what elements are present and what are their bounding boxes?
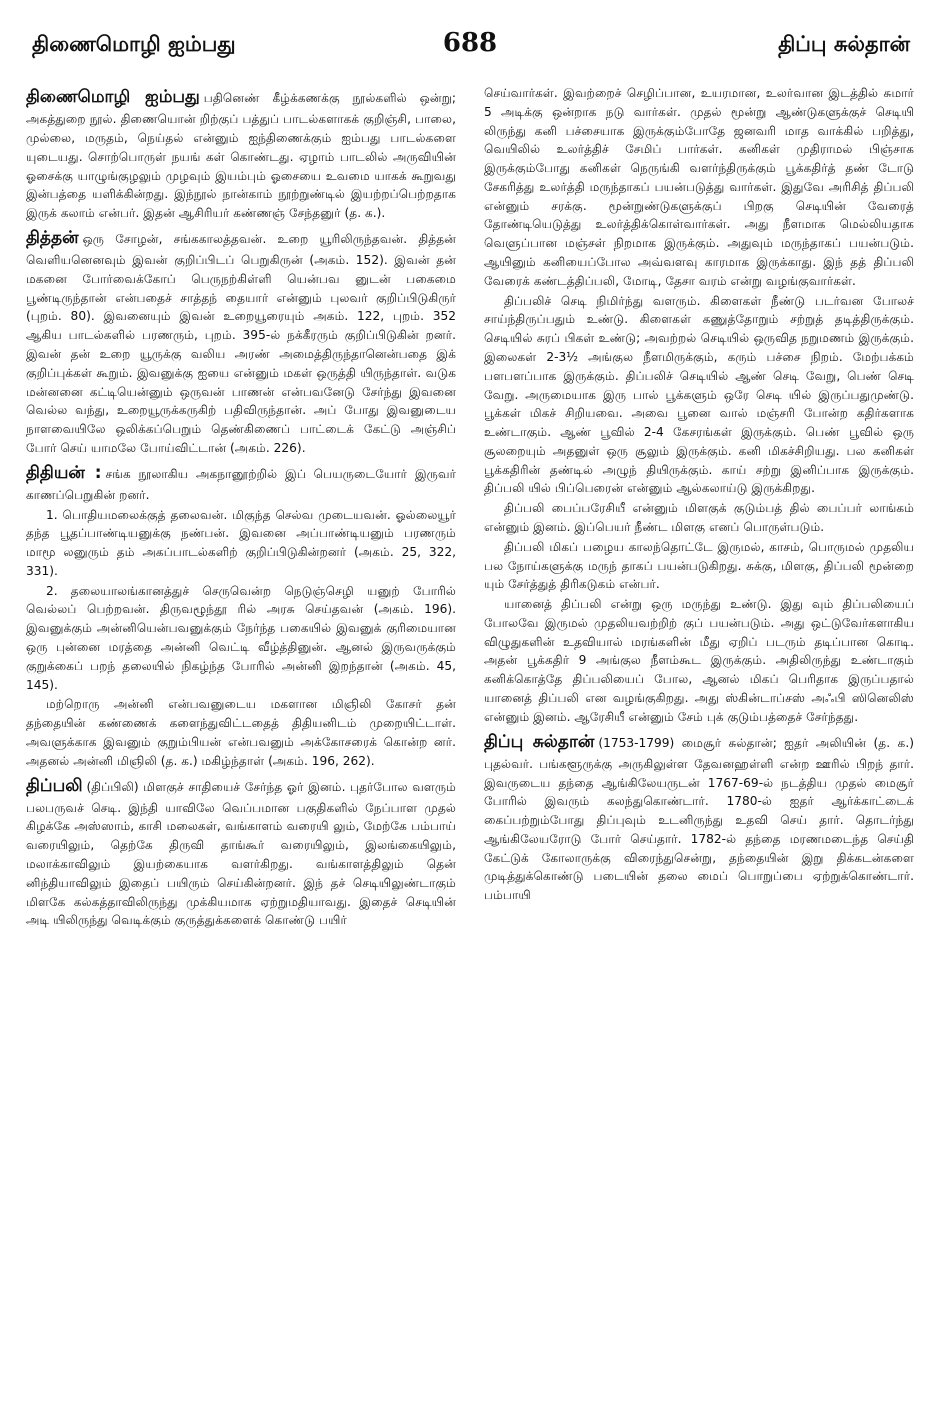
entry-text: திப்பலிச் செடி நிமிர்ந்து வளரும். கிளைகள் நீண்டு படர்வன போலச் சாய்ந்திருப்பதும் உண்டு. கிளைகள் கணுத்தோறும் சற்றுத் தடித்திருக்கும். செடியில் சுரப் பிகள் உண்டு; அவற்றல் செடியில் ஒருவித நறுமணம் இருக்கும். இலைகள் 2-3½ அங்குல நீளமிருக்கும், கரும் பச்சை நிறம். மேற்பக்கம் பளபளப்பாக இருக்கும். திப்பலிச் செடியில் ஆண் செடி வேறு, பெண் செடி வேறு. அருமையாக இரு பால் பூக்களும் ஒரே செடி யில் இருப்பதுமுண்டு. பூக்கள் மிகச் சிறியவை. அவை பூனை வால் மஞ்சரி போன்ற கதிர்களாக உண்டாகும். ஆண் பூவில் 2-4 கேசரங்கள் இருக்கும். பெண் பூவில் ஒரு சூலறையும் அதனுள் ஒரு சூலும் இருக்கும். கனி மிகச்சிறியது. பல கனிகள் பூக்கதிரின் தண்டில் அழுந் தியிருக்கும். காய் சற்று இனிப்பாக இருக்கும். திப்பலி யில் பிப்பெரைன் என்னும் ஆல்கலாய்டு இருக்கிறது. [484, 293, 914, 496]
right-column [470, 84, 914, 1405]
entry-headword: தித்தன் [26, 227, 79, 248]
entry [26, 84, 456, 223]
entry-text: மற்றொரு அன்னி என்பவனுடைய மகளான மிஞிலி கோசர் தன் தந்தையின் கண்ணைக் களைந்துவிட்டதைத் திதியனிடம் முறையிட்டாள். அவளுக்காக இவனும் குறும்பியன் என்பவனும் அக்கோசரைக் கொன்ற னர். அதனல் அன்னி மிஞிலி (த. க.) மகிழ்ந்தாள் (அகம். 196, 262). [26, 697, 456, 768]
entry-text: 1. பொதியமலைக்குத் தலைவன். மிகுந்த செல்வ முடையவன். ஓல்லையூர் தந்த பூதப்பாண்டியனுக்கு நண்பன். இவனை அப்பாண்டியனும் பரணரும் மாமூ லனுரும் தம் அகப்பாடல்களிற் குறிப்பிடுகின்றனர் (அகம். 25, 322, 331). [26, 507, 456, 578]
entry-text: (1753-1799) மைசூர் சுல்தான்; ஐதர் அலியின் (த. க.) புதல்வர். பங்களூருக்கு அருகிலுள்ள தேவனஹள்ளி என்ற ஊரில் பிறந் தார். இவருடைய தந்தை ஆங்கிலேயருடன் 1767-69-ல் நடத்திய முதல் மைசூர் போரில் இவரும் கலந்துகொண்டார். 1780-ல் ஐதர் ஆர்க்காட்டைக் கைப்பற்றும்போது திப்புவும் உடனிருந்து உதவி செய் தார். தொடர்ந்து ஆங்கிலேயரோடு போர் செய்தார். 1782-ல் தந்தை மரணமடைந்த செய்தி கேட்டுக் கோலாருக்கு விரைந்துசென்று, தந்தையின் இறு திக்கடன்களை முடித்துக்கொண்டு படையின் தலை மைப் பொறுப்பை ஏற்றுக்கொண்டார். பம்பாயி [484, 735, 914, 903]
entry-text: சங்க நூலாகிய அகநானூற்றில் இப் பெயருடையோர் இருவர் காணப்பெறுகின் றனர். [26, 466, 456, 502]
entry-paragraph [26, 695, 456, 770]
entry [484, 84, 914, 727]
header-right-term: திப்பு சுல்தான் [778, 32, 910, 56]
text-columns [26, 84, 914, 1405]
left-column [26, 84, 470, 1405]
entry-text: ஒரு சோழன், சங்ககாலத்தவன். உறை யூரிலிருந்தவன். தித்தன் வெளியனெனவும் இவன் குறிப்பிடப் பெறுகிருன் (அகம். 152). இவன் தன் மகனை போர்வைக்கோப் பெருநற்கிள்ளி யென்பவ னுடன் பகைமை பூண்டிருந்தான் என்பதைச் சாத்தந் தையார் என்னும் புலவர் குறிப்பிடுகிருர் (புறம். 80). இவனையும் இவன் உறையூரையும் அகம். 122, புறம். 352 ஆகிய பாடல்களில் பரணரும், புறம். 395-ல் நக்கீரரும் குறிப்பிடுகின் றனர். இவன் தன் உறை யூருக்கு வலிய அரண் அமைத்திருந்தானென்பதை இக் குறிப்புக்கள் கூறும். இவனுக்கு ஐயை என்னும் மகள் ஒருத்தி யிருந்தாள். வடுக மன்னனை கட்டியென்னும் ஒருவன் பாணன் என்பவனேடு சேர்ந்து இவனை வெல்ல வந்து, உறையூருக்கருகிற் பதிவிருந்தான். அப் போது இவனுடைய நாளவையிலே ஒலிக்கப்பெறும் தெண்கிணைப் பாட்டைக் கேட்டு அஞ்சிப் போர் செய் யாமலே போய்விட்டான் (அகம். 226). [26, 231, 456, 455]
entry-paragraph [26, 84, 456, 223]
entry-text: யானைத் திப்பலி என்று ஒரு மருந்து உண்டு. இது வும் திப்பலியைப் போலவே இருமல் முதலியவற்றிற் குப் பயன்படும். அது ஒட்டுவேர்களாகிய விழுதுகளின் உதவியால் மரங்களின் மீது ஏறிப் படரும் தடிப்பான கொடி. அதன் பூக்கதிர் 9 அங்குல நீளம்கூட இருக்கும். அதிலிருந்து உண்டாகும் கனிக்கொத்தே திப்பலியைப் போல, ஆனல் மிகப் பெரிதாக இருப்பதால் யானைத் திப்பலி என வழங்குகிறது. அது ஸ்கின்டாப்சஸ் அஃபி ஸினெலிஸ் என்னும் இனம். ஆரேசியீ என்னும் சேம் புக் குடும்பத்தைச் சேர்ந்தது. [484, 597, 914, 724]
page-number: 688 [442, 28, 498, 58]
entry [484, 729, 914, 905]
entry-headword: திப்பலி [26, 775, 83, 796]
entry-headword: திணைமொழி ஐம்பது [26, 87, 200, 107]
entry-paragraph [484, 292, 914, 499]
entry-paragraph [26, 506, 456, 581]
header-left-term: திணைமொழி ஐம்பது [32, 32, 236, 56]
entry-paragraph [26, 773, 456, 931]
entry [26, 460, 456, 771]
entry-headword: திப்பு சுல்தான் [484, 731, 595, 752]
entry-paragraph [26, 225, 456, 458]
entry-text: (திப்பிலி) மிளகுச் சாதியைச் சேர்ந்த ஓர் இனம். புதர்போல வளரும் பலபருவச் செடி. இந்தி யாவிலே வெப்பமான பகுதிகளில் நேப்பாள முதல் கிழக்கே அஸ்ஸாம், காசி மலைகள், வங்காளம் வரையி லும், மேற்கே பம்பாய் வரையிலும், தெற்கே திருவி தாங்கூர் வரையிலும், இலங்கையிலும், மலாக்காவிலும் இயற்கையாக வளர்கிறது. வங்காளத்திலும் தென் னிந்தியாவிலும் இதைப் பயிரும் செய்கின்றனர். இந் தச் செடியிலுண்டாகும் மிளகே கல்கத்தாவிலிருந்து முக்கியமாக ஏற்றுமதியாவது. இதைச் செடியின் அடி யிலிருந்து வெடிக்கும் குருத்துக்களைக் கொண்டு பயிர் [26, 779, 456, 928]
entry-paragraph [484, 595, 914, 726]
page-header [26, 28, 914, 68]
entry-paragraph [26, 582, 456, 695]
entry-headword: திதியன் : [26, 462, 102, 483]
entry-paragraph [484, 538, 914, 594]
entry-text: செய்வார்கள். இவற்றைச் செழிப்பான, உயரமான, உலர்வான இடத்தில் சுமார் 5 அடிக்கு ஒன்றாக நடு வார்கள். முதல் மூன்று ஆண்டுகளுக்குச் செடியி லிருந்து கனி பச்சையாக இருக்கும்போதே ஜனவரி மாத வாக்கில் பறித்து, வெயிலில் உலர்த்திச் சேமிப் பார்கள். கனிகள் முதிராமல் பிஞ்சாக இருக்கும்போது கனிகள் நெருங்கி வளர்ந்திருக்கும் பூக்கதிர்த் தண் டோடு சேகரித்து உலர்த்தி மருந்தாகப் பயன்படுத்து வார்கள். இதுவே அரிசித் திப்பலி என்னும் சரக்கு. மூன்றுண்டுகளுக்குப் பிறகு செடியின் வேரைத் தோண்டியெடுத்து உலர்த்திக்கொள்வார்கள். அது நீளமாக மெல்லியதாக வெளுப்பான மஞ்சள் நிறமாக இருக்கும். அதுவும் மருந்தாகப் பயன்படும். ஆயினும் கனியைப்போல அவ்வளவு காரமாக இருக்காது. இந் தத் திப்பலி வேரைக் கண்டத்திப்பலி, மோடி, தேசா வரம் என்று வழங்குவார்கள். [484, 86, 914, 288]
entry-text: திப்பலி பைப்பரேசியீ என்னும் மிளகுக் குடும்பத் தில் பைப்பர் லாங்கம் என்னும் இனம். இப்பெயர் நீண்ட மிளகு எனப் பொருள்படும். [484, 501, 914, 534]
entry [26, 225, 456, 458]
entry-paragraph [484, 729, 914, 905]
entry-paragraph [26, 460, 456, 505]
entry-text: பதினெண் கீழ்க்கணக்கு நூல்களில் ஒன்று; அகத்துறை நூல். திணையொன் றிற்குப் பத்துப் பாடல்களாகக் குறிஞ்சி, பாலை, முல்லை, மருதம், நெய்தல் என்னும் ஐந்திணைக்கும் ஐம்பது பாடல்களை யுடையது. சொற்பொருள் நயங் கள் கொண்டது. ஏழாம் பாடலில் அருவியின் ஓசைக்கு யாழுங்குழலும் முழவும் இயம்பும் ஓசையை உவமை யாகக் கூறுவது இன்பத்தை யளிக்கின்றது. இந்நூல் நான்காம் நூற்றுண்டில் இயற்றப்பெற்றதாக இருக் கலாம் என்பர். இதன் ஆசிரியர் கண்ணஞ் சேந்தனுர் (த. க.). [26, 91, 456, 221]
entry-paragraph [484, 499, 914, 537]
entry-text: 2. தலையாலங்கானத்துச் செருவென்ற நெடுஞ்செழி யனுற் போரில் வெல்லப் பெற்றவன். திருவழூந்தூ ரில் அரசு செய்தவன் (அகம். 196). இவனுக்கும் அன்னியென்பவனுக்கும் நேர்ந்த பகையில் இவனுக் குரிமையான ஒரு புன்னை மரத்தை அன்னி வெட்டி வீழ்த்தினுன். ஆனல் இருவருக்கும் குறுக்கைப் பறந் தலையில் நிகழ்ந்த போரில் அன்னி இறந்தான் (அகம். 45, 145). [26, 583, 456, 692]
entry [26, 773, 456, 931]
entry-text: திப்பலி மிகப் பழைய காலந்தொட்டே இருமல், காசம், பொருமல் முதலிய பல நோய்களுக்கு மருந் தாகப் பயன்படுகிறது. சுக்கு, மிளகு, திப்பலி மூன்றை யும் சேர்த்துத் திரிகடுகம் என்பர். [484, 539, 914, 592]
entry-paragraph [484, 84, 914, 291]
